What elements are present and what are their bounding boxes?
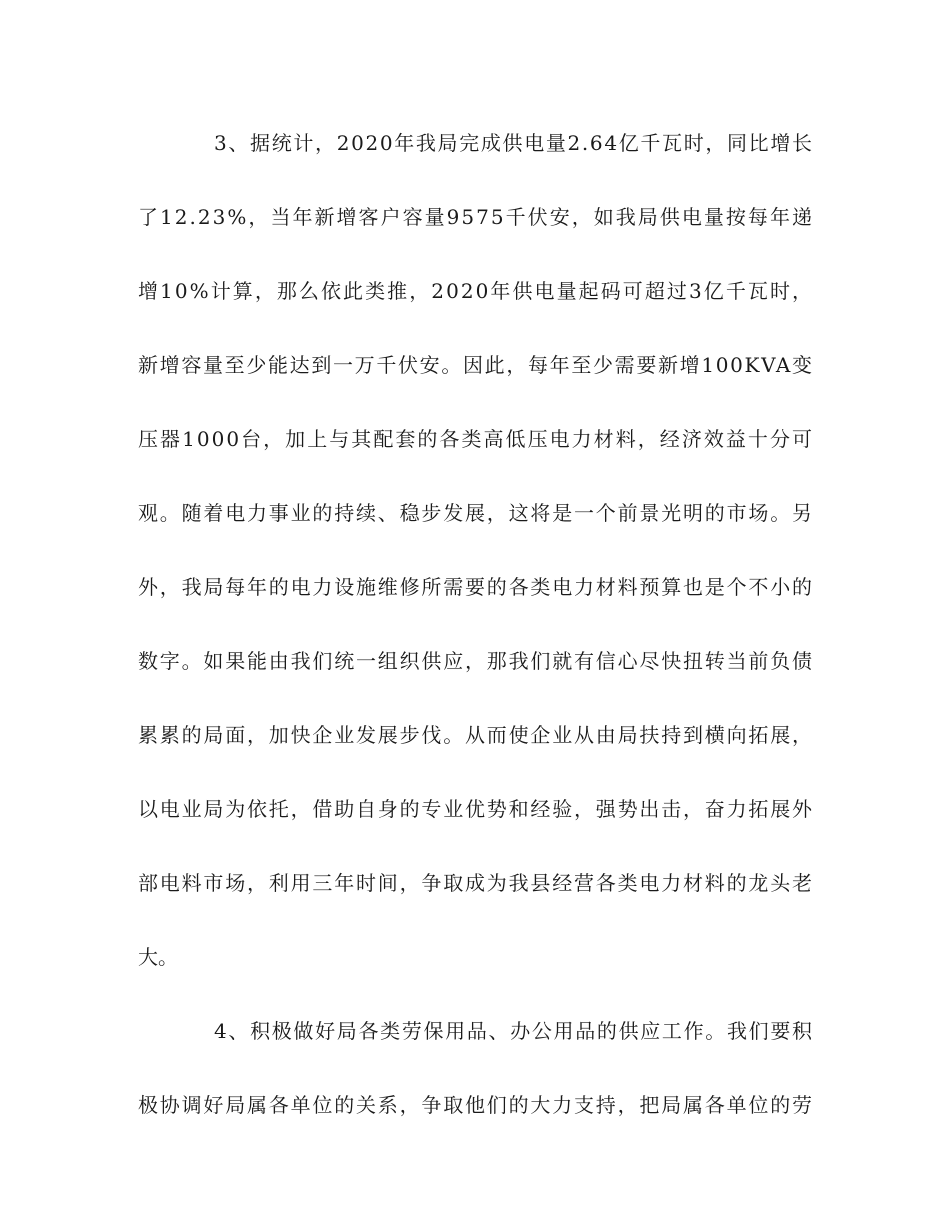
paragraph-3-line-9: 累累的局面，加快企业发展步伐。从而使企业从由局扶持到横向拓展， [138, 723, 814, 747]
text-line [0, 792, 950, 826]
text-line [0, 348, 950, 382]
paragraph-4-line-2: 极协调好局属各单位的关系，争取他们的大力支持，把局属各单位的劳 [138, 1093, 814, 1117]
paragraph-3-line-4: 新增容量至少能达到一万千伏安。因此，每年至少需要新增100KVA变 [138, 353, 814, 377]
text-line [0, 570, 950, 604]
text-line [0, 200, 950, 234]
text-line [0, 422, 950, 456]
paragraph-3-line-2: 了12.23%，当年新增客户容量9575千伏安，如我局供电量按每年递 [138, 205, 815, 229]
text-line [0, 644, 950, 678]
text-line [0, 496, 950, 530]
paragraph-3-line-11: 部电料市场，利用三年时间，争取成为我县经营各类电力材料的龙头老 [138, 871, 814, 895]
paragraph-4-line-1: 4、积极做好局各类劳保用品、办公用品的供应工作。我们要积 [214, 1019, 814, 1043]
text-line [0, 718, 950, 752]
paragraph-3-line-8: 数字。如果能由我们统一组织供应，那我们就有信心尽快扭转当前负债 [138, 649, 814, 673]
text-line [0, 866, 950, 900]
paragraph-3-line-10: 以电业局为依托，借助自身的专业优势和经验，强势出击，奋力拓展外 [138, 797, 814, 821]
text-line [0, 940, 950, 974]
paragraph-3-line-7: 外，我局每年的电力设施维修所需要的各类电力材料预算也是个不小的 [138, 575, 814, 599]
text-line [0, 274, 950, 308]
text-line [0, 1014, 950, 1048]
paragraph-3-line-1: 3、据统计，2020年我局完成供电量2.64亿千瓦时，同比增长 [214, 131, 814, 155]
text-line [0, 126, 950, 160]
paragraph-3-line-6: 观。随着电力事业的持续、稳步发展，这将是一个前景光明的市场。另 [138, 501, 814, 525]
text-line [0, 1088, 950, 1122]
paragraph-3-line-5: 压器1000台，加上与其配套的各类高低压电力材料，经济效益十分可 [138, 427, 815, 451]
paragraph-3-line-3: 增10%计算，那么依此类推，2020年供电量起码可超过3亿千瓦时， [138, 279, 815, 303]
paragraph-3-line-12: 大。 [138, 945, 178, 969]
